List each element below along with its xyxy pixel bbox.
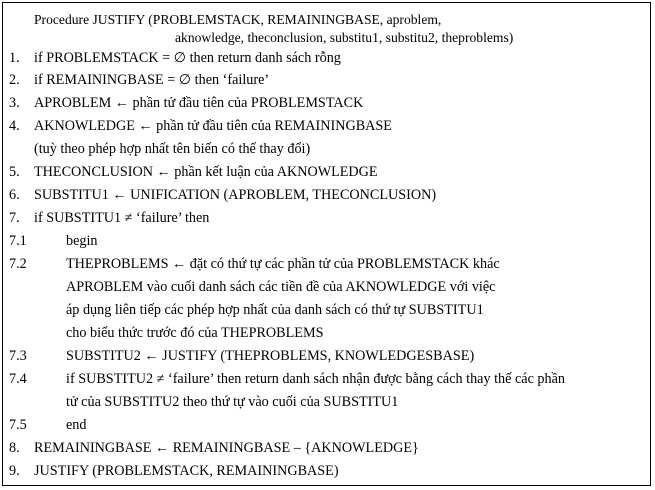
step-number: 2. (9, 72, 20, 88)
step-number: 8. (9, 440, 20, 456)
step-text: end (66, 417, 87, 433)
step-text: cho biểu thức trước đó của THEPROBLEMS (66, 325, 324, 341)
step-number: 7. (9, 210, 20, 226)
step-number: 7.4 (9, 371, 27, 387)
step-text: begin (66, 233, 98, 249)
step-number: 1. (9, 50, 20, 66)
step-number: 9. (9, 463, 20, 479)
step-number: 4. (9, 118, 20, 134)
step-text: SUBSTITU1 ← UNIFICATION (APROBLEM, THECONCLUSION) (34, 187, 437, 203)
step-number: 5. (9, 164, 20, 180)
step-text: if SUBSTITU2 ≠ ‘failure’ then return danh sách nhận được bằng cách thay thế các phần (66, 371, 566, 387)
step-text: áp dụng liên tiếp các phép hợp nhất của danh sách có thứ tự SUBSTITU1 (66, 302, 484, 318)
step-text: THECONCLUSION ← phần kết luận của AKNOWLEDGE (34, 164, 378, 180)
step-text: JUSTIFY (PROBLEMSTACK, REMAININGBASE) (34, 463, 339, 479)
step-text: SUBSTITU2 ← JUSTIFY (THEPROBLEMS, KNOWLEDGESBASE) (66, 348, 475, 364)
step-number: 7.3 (9, 348, 27, 364)
step-text: if SUBSTITU1 ≠ ‘failure’ then (34, 210, 210, 226)
step-text: tử của SUBSTITU2 theo thứ tự vào cuối của SUBSTITU1 (66, 394, 399, 410)
step-text: APROBLEM vào cuối danh sách các tiền đề của AKNOWLEDGE với việc (66, 279, 496, 295)
step-text: if REMAININGBASE = ∅ then ‘failure’ (34, 72, 270, 88)
step-number: 7.5 (9, 417, 27, 433)
procedure-header-line2: aknowledge, theconclusion, substitu1, substitu2, theproblems) (175, 30, 514, 45)
step-number: 3. (9, 95, 20, 111)
step-text: (tuỳ theo phép hợp nhất tên biến có thể thay đổi) (34, 141, 311, 157)
procedure-header-line1: Procedure JUSTIFY (PROBLEMSTACK, REMAININGBASE, aproblem, (34, 12, 442, 27)
step-number: 7.1 (9, 233, 27, 249)
step-text: REMAININGBASE ← REMAININGBASE – {AKNOWLEDGE} (34, 440, 419, 456)
step-text: APROBLEM ← phần tử đầu tiên của PROBLEMSTACK (34, 95, 364, 111)
step-text: THEPROBLEMS ← đặt có thứ tự các phần tử của PROBLEMSTACK khác (66, 256, 500, 272)
step-number: 7.2 (9, 256, 27, 272)
step-text: AKNOWLEDGE ← phần tử đầu tiên của REMAININGBASE (34, 118, 392, 134)
procedure-box (2, 2, 651, 486)
step-text: if PROBLEMSTACK = ∅ then return danh sách rỗng (34, 50, 341, 66)
step-number: 6. (9, 187, 20, 203)
